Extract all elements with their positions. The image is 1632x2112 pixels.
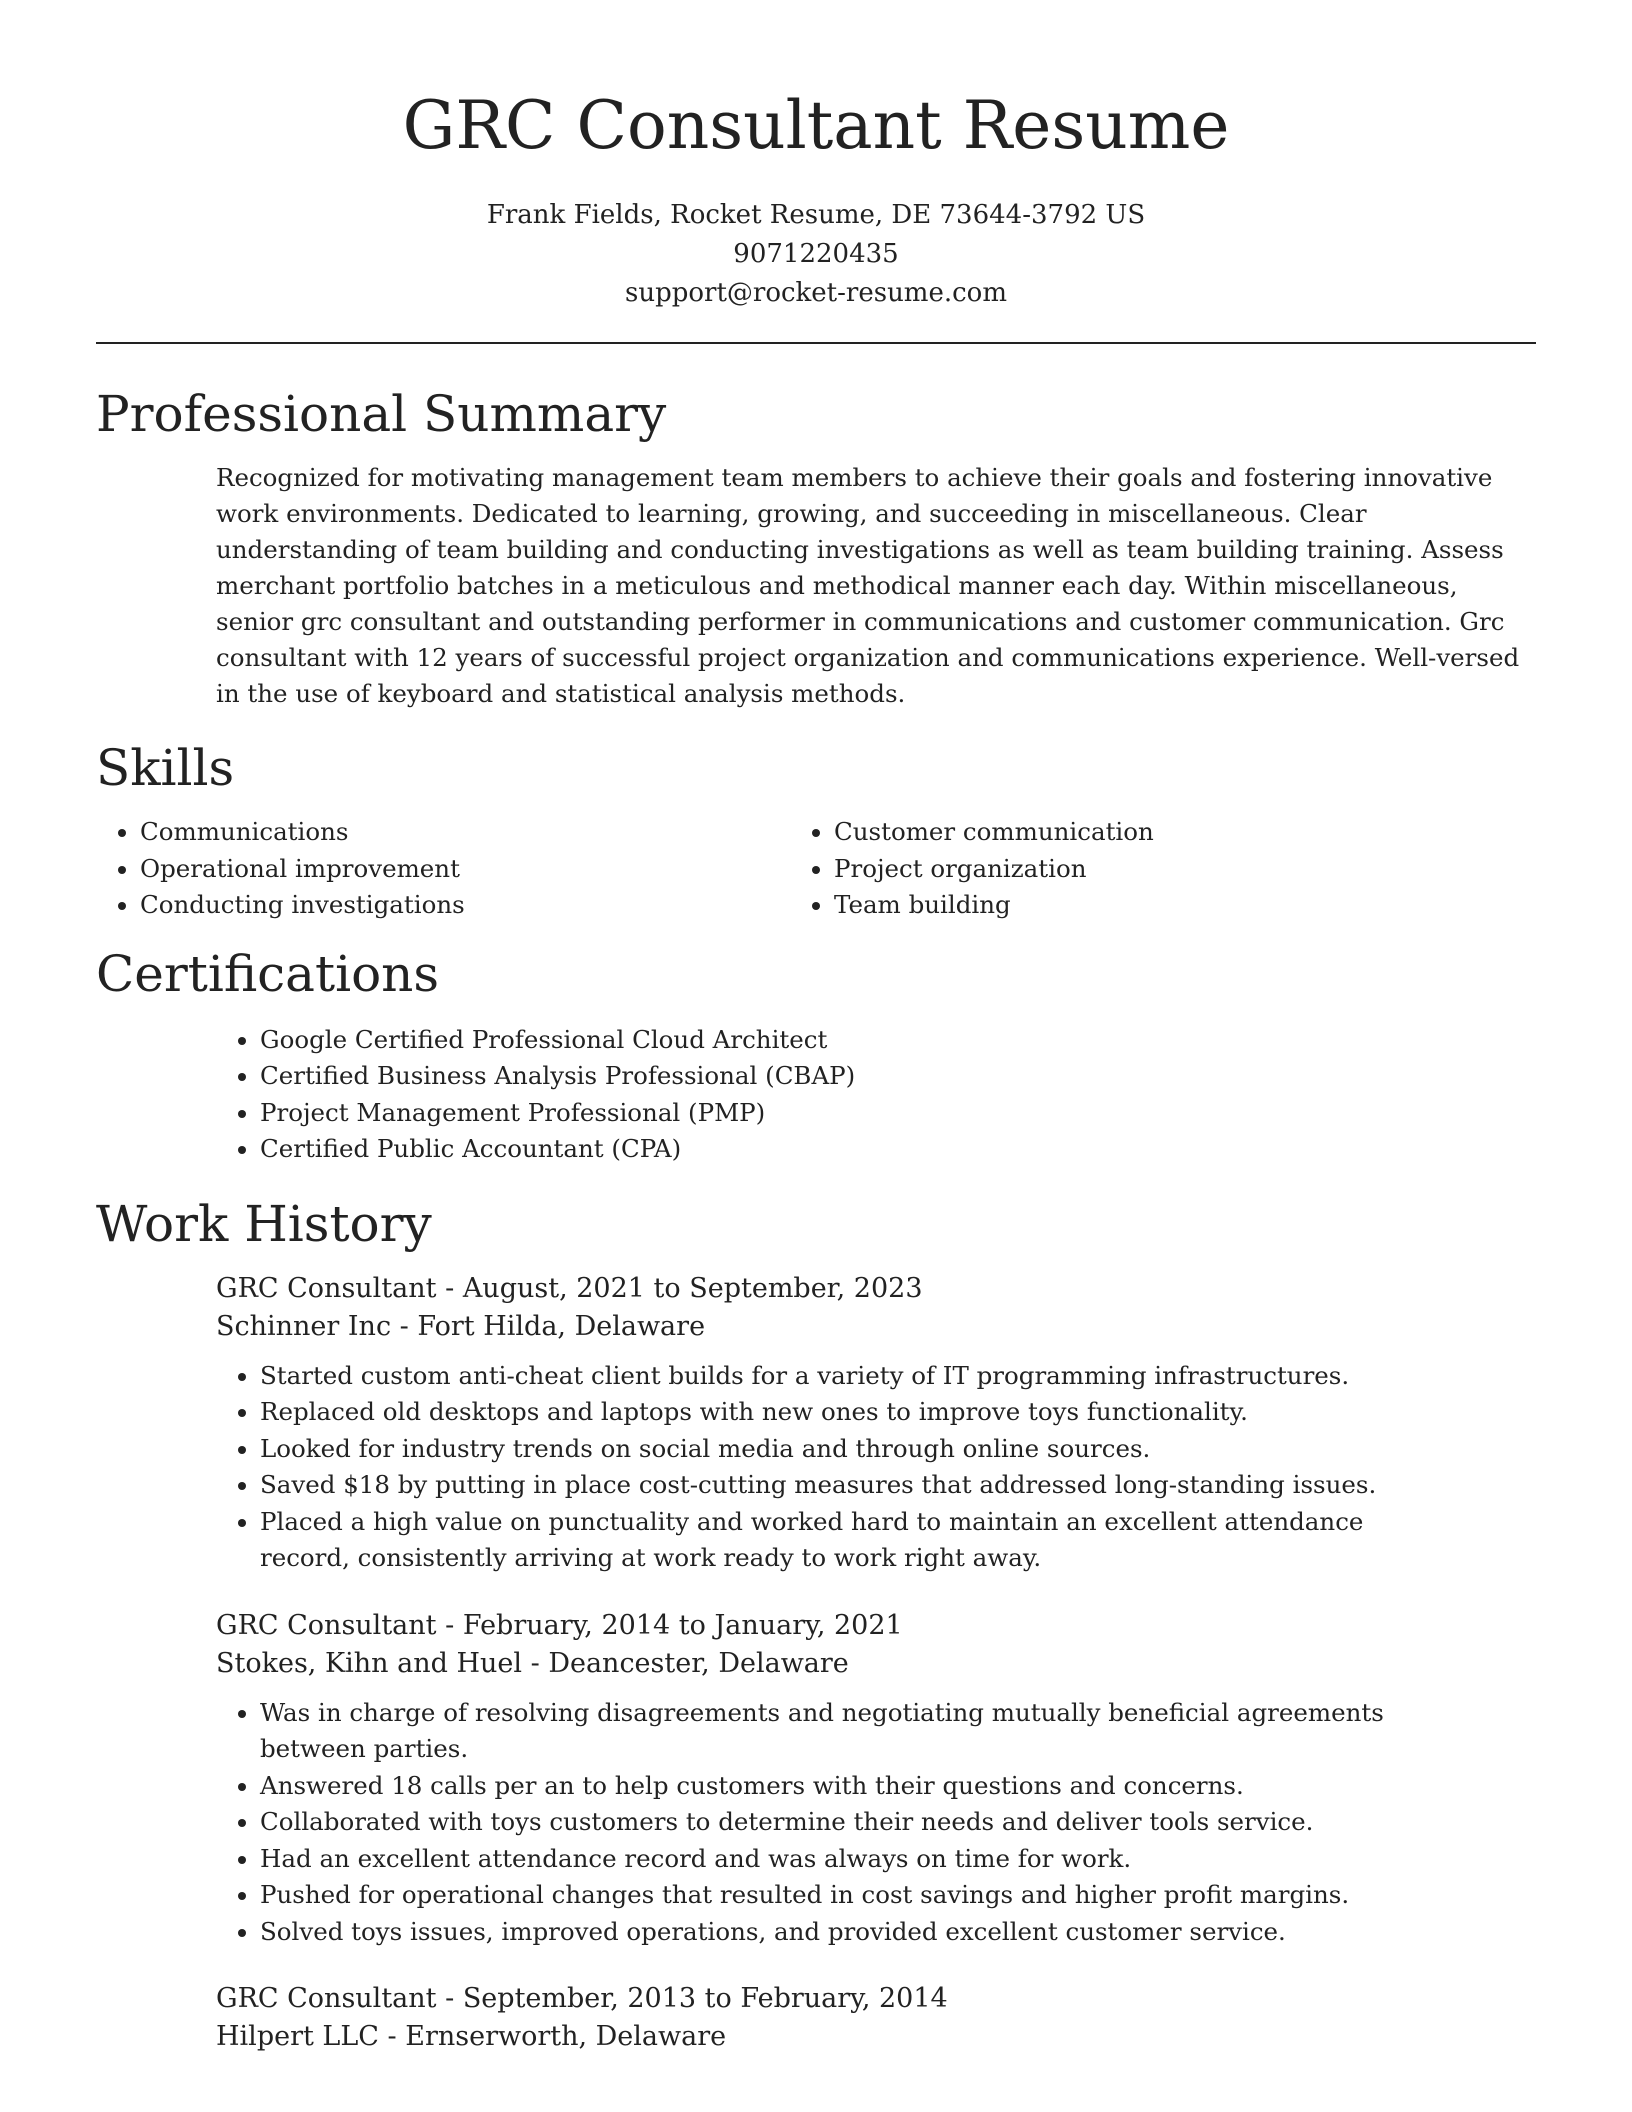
- job-company-line: Stokes, Kihn and Huel - Deancester, Delaware: [216, 1647, 849, 1679]
- work-history-heading: Work History: [96, 1194, 432, 1253]
- certification-item: • Google Certified Professional Cloud Architect: [260, 1022, 1536, 1059]
- resume-title: GRC Consultant Resume: [402, 87, 1230, 164]
- summary-text: Recognized for motivating management team members to achieve their goals and fostering innovative work environments. Dedicated to learning, growing, and succeeding in miscellaneous. Clear understanding of team building and conducting investigations as well as team building training. Assess merchant portfolio batches in a meticulous and methodical manner each day. Within miscellaneous, senior grc consultant and outstanding performer in communications and customer communication. Grc consultant with 12 years of successful project organization and communications experience. Well-versed in the use of keyboard and statistical analysis methods.: [216, 463, 1520, 708]
- certification-item: • Project Management Professional (PMP): [260, 1095, 1536, 1132]
- contact-phone: 9071220435: [733, 239, 899, 269]
- skill-item: • Conducting investigations: [140, 887, 790, 924]
- job-bullets: [216, 1695, 1536, 1951]
- job-location: Ernserworth, Delaware: [405, 2021, 727, 2052]
- job-dates: September, 2013 to February, 2014: [462, 1983, 948, 2014]
- job-bullet: • Pushed for operational changes that resulted in cost savings and higher profit margins.: [260, 1877, 1420, 1914]
- contact-info: [96, 196, 1536, 313]
- summary-heading: Professional Summary: [96, 385, 667, 443]
- job-location: Deancester, Delaware: [548, 1647, 849, 1679]
- job-dates: August, 2021 to September, 2023: [462, 1272, 923, 1304]
- job-title-line: GRC Consultant - February, 2014 to January, 2021: [216, 1609, 903, 1641]
- job-dates: February, 2014 to January, 2021: [462, 1609, 903, 1641]
- resume-header: [96, 80, 1536, 313]
- job-title-line: GRC Consultant - September, 2013 to February, 2014: [216, 1983, 948, 2014]
- skills-section: [96, 730, 1536, 924]
- certification-item: • Certified Business Analysis Professional (CBAP): [260, 1058, 1536, 1095]
- job-bullet: • Started custom anti-cheat client builds for a variety of IT programming infrastructures.: [260, 1358, 1420, 1395]
- certifications-list: [216, 1022, 1536, 1168]
- job-title: GRC Consultant: [216, 1983, 437, 2014]
- summary-section: [96, 376, 1536, 712]
- job-entry: [216, 1270, 1536, 1577]
- job-bullet: • Collaborated with toys customers to determine their needs and deliver tools service.: [260, 1804, 1420, 1841]
- job-bullet: • Had an excellent attendance record and was always on time for work.: [260, 1841, 1420, 1878]
- certifications-heading: Certifications: [96, 944, 440, 1003]
- header-divider: [96, 342, 1536, 344]
- job-bullet: • Replaced old desktops and laptops with new ones to improve toys functionality.: [260, 1394, 1420, 1431]
- job-entry: [216, 1607, 1536, 1951]
- skill-item: • Team building: [834, 887, 1484, 924]
- job-title: GRC Consultant: [216, 1272, 437, 1304]
- skill-item: • Communications: [140, 814, 790, 851]
- job-location: Fort Hilda, Delaware: [417, 1310, 706, 1342]
- skills-heading: Skills: [96, 739, 235, 797]
- job-company-line: Schinner Inc - Fort Hilda, Delaware: [216, 1310, 706, 1342]
- skills-list-left: [96, 814, 790, 924]
- skill-item: • Operational improvement: [140, 851, 790, 888]
- job-entry: [216, 1980, 1536, 2056]
- job-company: Stokes, Kihn and Huel: [216, 1647, 523, 1679]
- job-bullet: • Saved $18 by putting in place cost-cutting measures that addressed long-standing issues.: [260, 1467, 1420, 1504]
- contact-address: Frank Fields, Rocket Resume, DE 73644-3792 US: [486, 200, 1146, 230]
- work-history-section: [96, 1186, 1536, 2057]
- job-bullet: • Looked for industry trends on social media and through online sources.: [260, 1431, 1420, 1468]
- resume-content: [96, 376, 1536, 2086]
- job-title: GRC Consultant: [216, 1609, 437, 1641]
- job-bullet: • Solved toys issues, improved operations, and provided excellent customer service.: [260, 1914, 1420, 1951]
- certifications-section: [96, 936, 1536, 1168]
- job-bullet: • Placed a high value on punctuality and worked hard to maintain an excellent attendance record, consistently arriving at work ready to work right away.: [260, 1504, 1420, 1577]
- contact-email: support@rocket-resume.com: [624, 278, 1007, 308]
- job-title-line: GRC Consultant - August, 2021 to September, 2023: [216, 1272, 923, 1304]
- job-bullet: • Was in charge of resolving disagreements and negotiating mutually beneficial agreements between parties.: [260, 1695, 1420, 1768]
- job-bullet: • Answered 18 calls per an to help customers with their questions and concerns.: [260, 1768, 1420, 1805]
- job-company-line: Hilpert LLC - Ernserworth, Delaware: [216, 2021, 727, 2052]
- skill-item: • Project organization: [834, 851, 1484, 888]
- certification-item: • Certified Public Accountant (CPA): [260, 1131, 1536, 1168]
- job-company: Schinner Inc: [216, 1310, 392, 1342]
- job-bullets: [216, 1358, 1536, 1577]
- skill-item: • Customer communication: [834, 814, 1484, 851]
- job-company: Hilpert LLC: [216, 2021, 379, 2052]
- skills-list-right: [790, 814, 1484, 924]
